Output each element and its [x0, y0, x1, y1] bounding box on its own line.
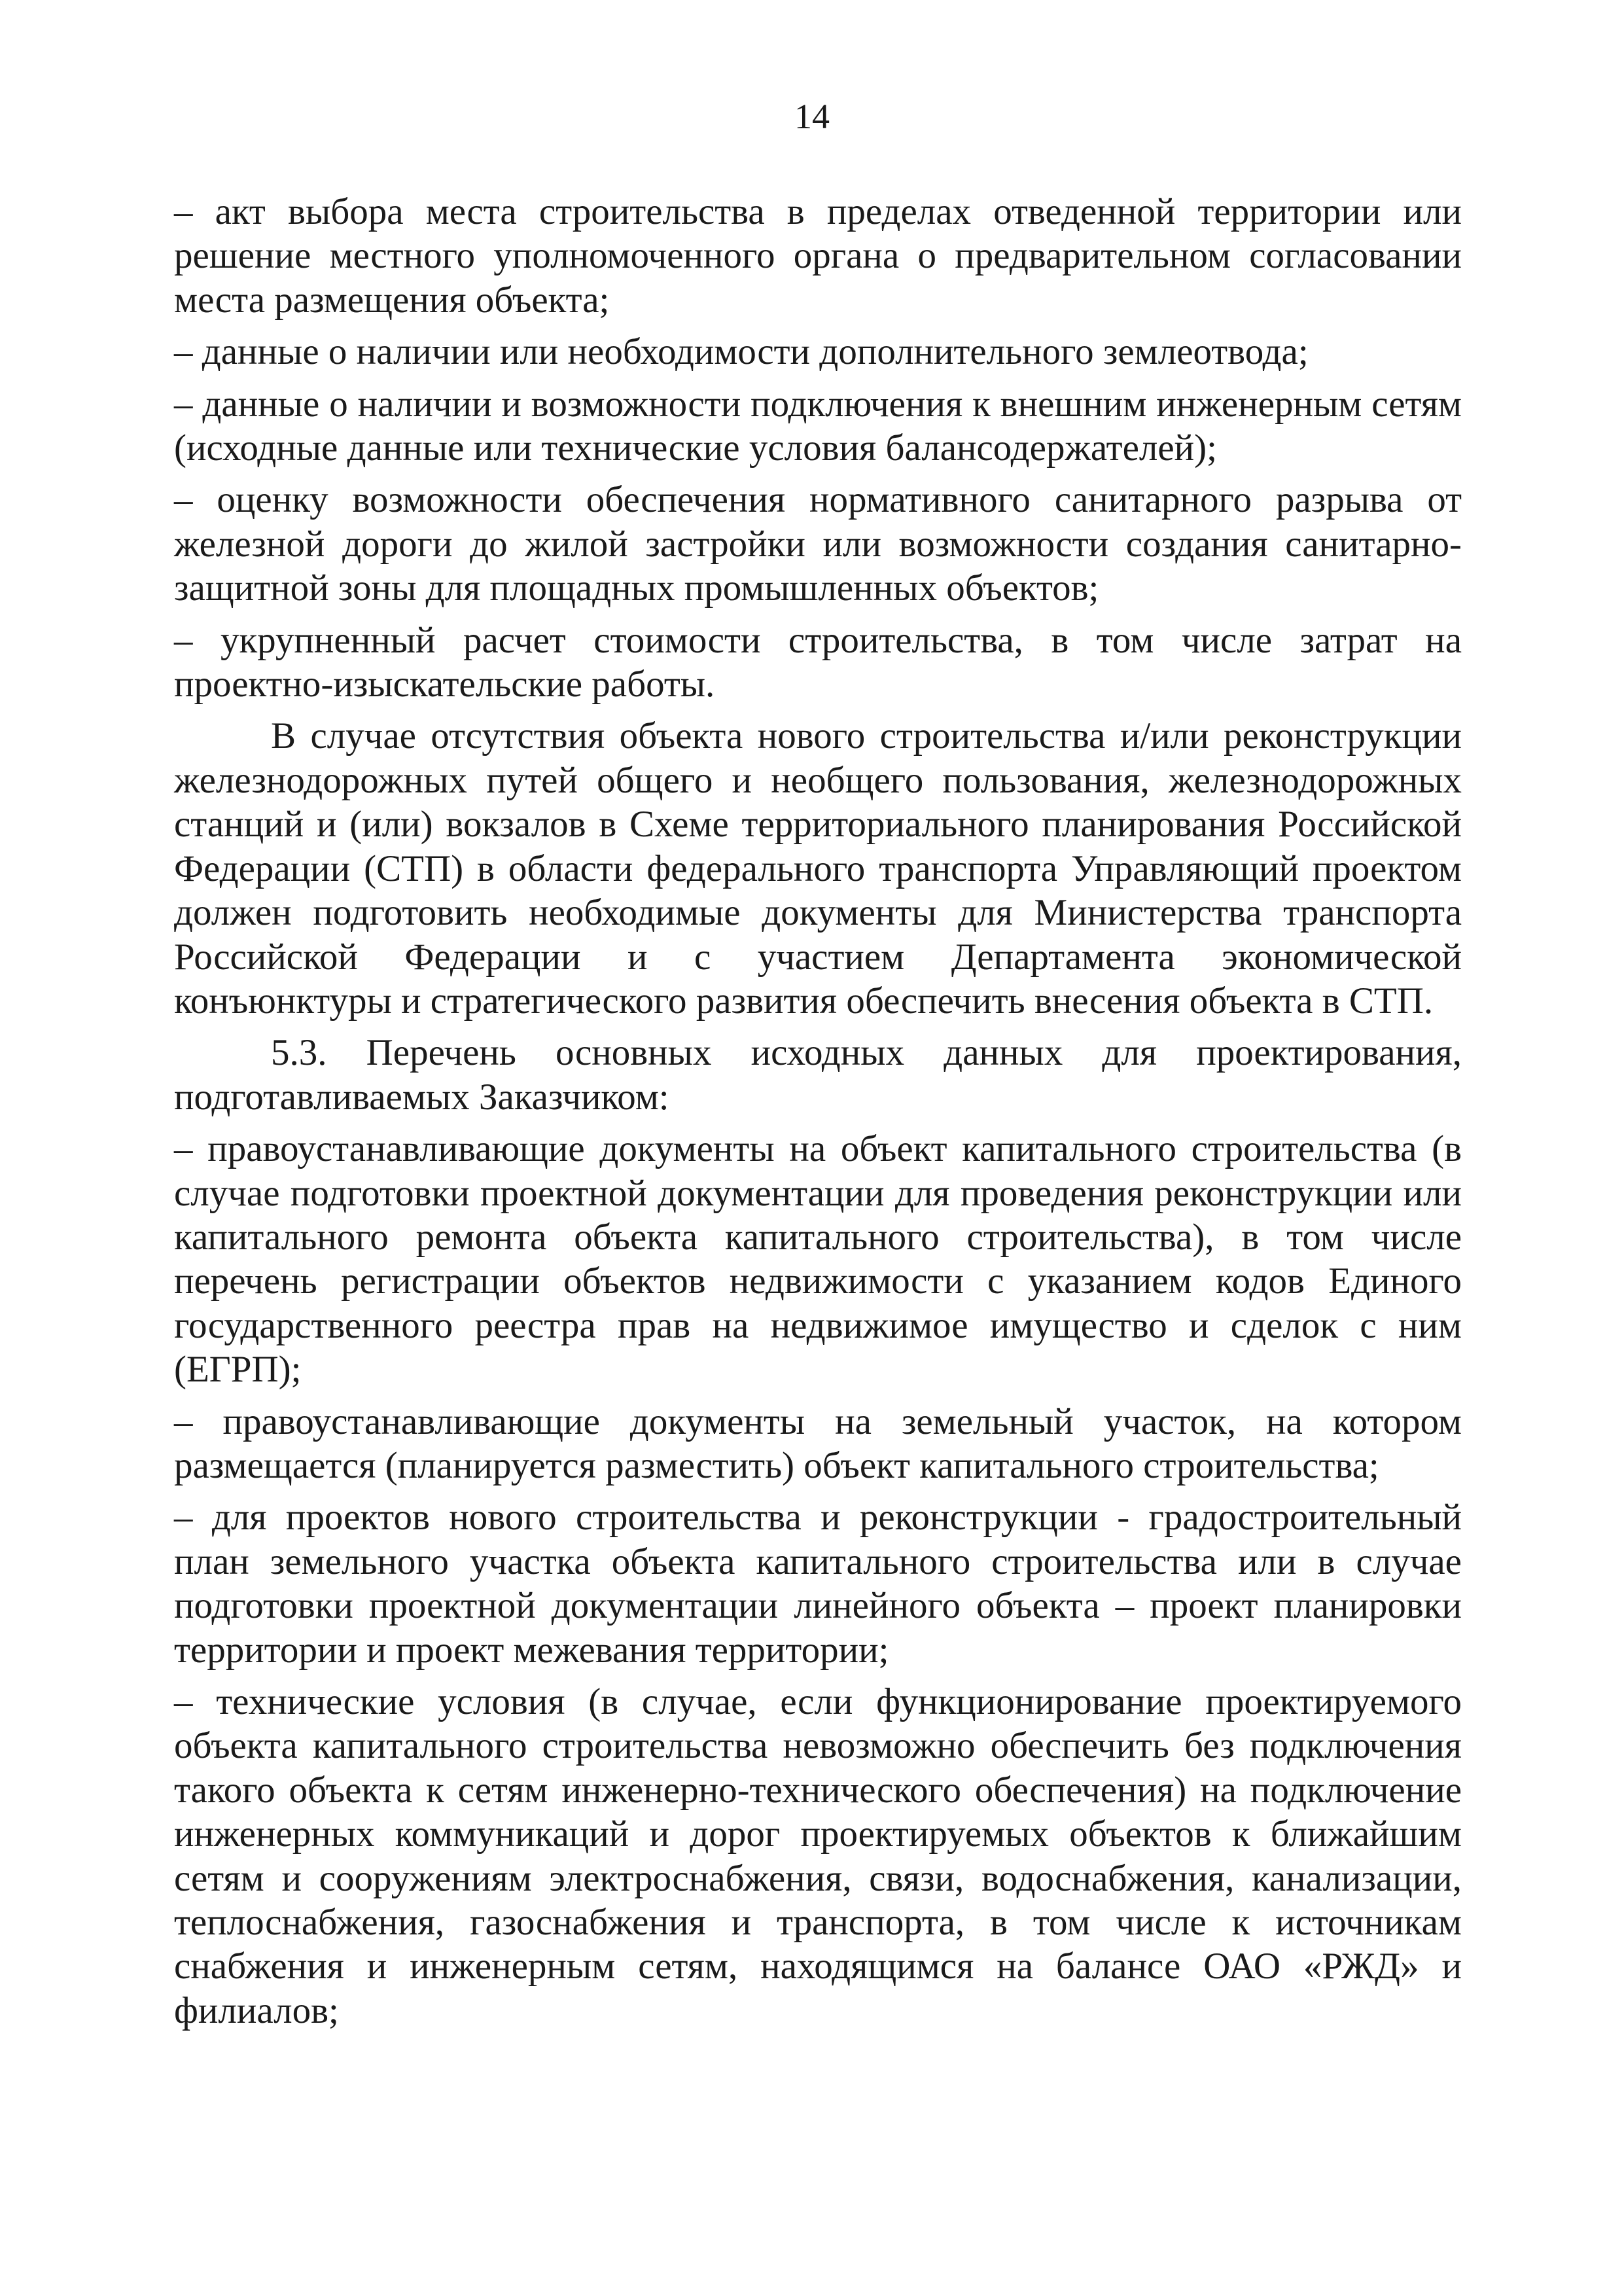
page-number: 14 — [794, 97, 830, 136]
paragraph-title-documents-object: – правоустанавливающие документы на объект капитального строительства (в случае подготовки проектной документации для проведения реконструкции или капитального ремонта объекта капитального строительства), в том числе перечень регистрации объектов недвижимости с указанием кодов Единого государственного реестра прав на недвижимое имущество и сделок с ним (ЕГРП); — [174, 1128, 1462, 1391]
section-heading-5-3: 5.3. Перечень основных исходных данных для проектирования, подготавливаемых Заказчиком: — [174, 1032, 1462, 1118]
paragraph-title-documents-land: – правоустанавливающие документы на земельный участок, на котором размещается (планируется разместить) объект капитального строительства; — [174, 1400, 1462, 1486]
paragraph-land-allotment: – данные о наличии или необходимости дополнительного землеотвода; — [174, 331, 1309, 373]
paragraph-sanitary-gap: – оценку возможности обеспечения нормативного санитарного разрыва от железной дороги до жилой застройки или возможности создания санитарно-защитной зоны для площадных промышленных объектов; — [174, 479, 1462, 609]
paragraph-urban-plan: – для проектов нового строительства и реконструкции - градостроительный план земельного участка объекта капитального строительства или в случае подготовки проектной документации линейного объекта – проект планировки территории и проект межевания территории; — [174, 1497, 1462, 1671]
paragraph-technical-conditions: – технические условия (в случае, если функционирование проектируемого объекта капитального строительства невозможно обеспечить без подключения такого объекта к сетям инженерно-технического обеспечения) на подключение инженерных коммуникаций и дорог проектируемых объектов к ближайшим сетям и сооружениям электроснабжения, связи, водоснабжения, канализации, теплоснабжения, газоснабжения и транспорта, в том числе к источникам снабжения и инженерным сетям, находящимся на балансе ОАО «РЖД» и филиалов; — [174, 1681, 1462, 2031]
paragraph-cost-estimate: – укрупненный расчет стоимости строительства, в том числе затрат на проектно-изыскательские работы. — [174, 619, 1462, 705]
paragraph-stp-absence: В случае отсутствия объекта нового строительства и/или реконструкции железнодорожных путей общего и необщего пользования, железнодорожных станций и (или) вокзалов в Схеме территориального планирования Российской Федерации (СТП) в области федерального транспорта Управляющий проектом должен подготовить необходимые документы для Министерства транспорта Российской Федерации и с участием Департамента экономической конъюнктуры и стратегического развития обеспечить внесения объекта в СТП. — [174, 715, 1462, 1022]
paragraph-site-selection-act: – акт выбора места строительства в пределах отведенной территории или решение местного уполномоченного органа о предварительном согласовании места размещения объекта; — [174, 191, 1462, 321]
paragraph-utility-connection: – данные о наличии и возможности подключения к внешним инженерным сетям (исходные данные или технические условия балансодержателей); — [174, 383, 1462, 469]
document-body — [174, 190, 1462, 2040]
